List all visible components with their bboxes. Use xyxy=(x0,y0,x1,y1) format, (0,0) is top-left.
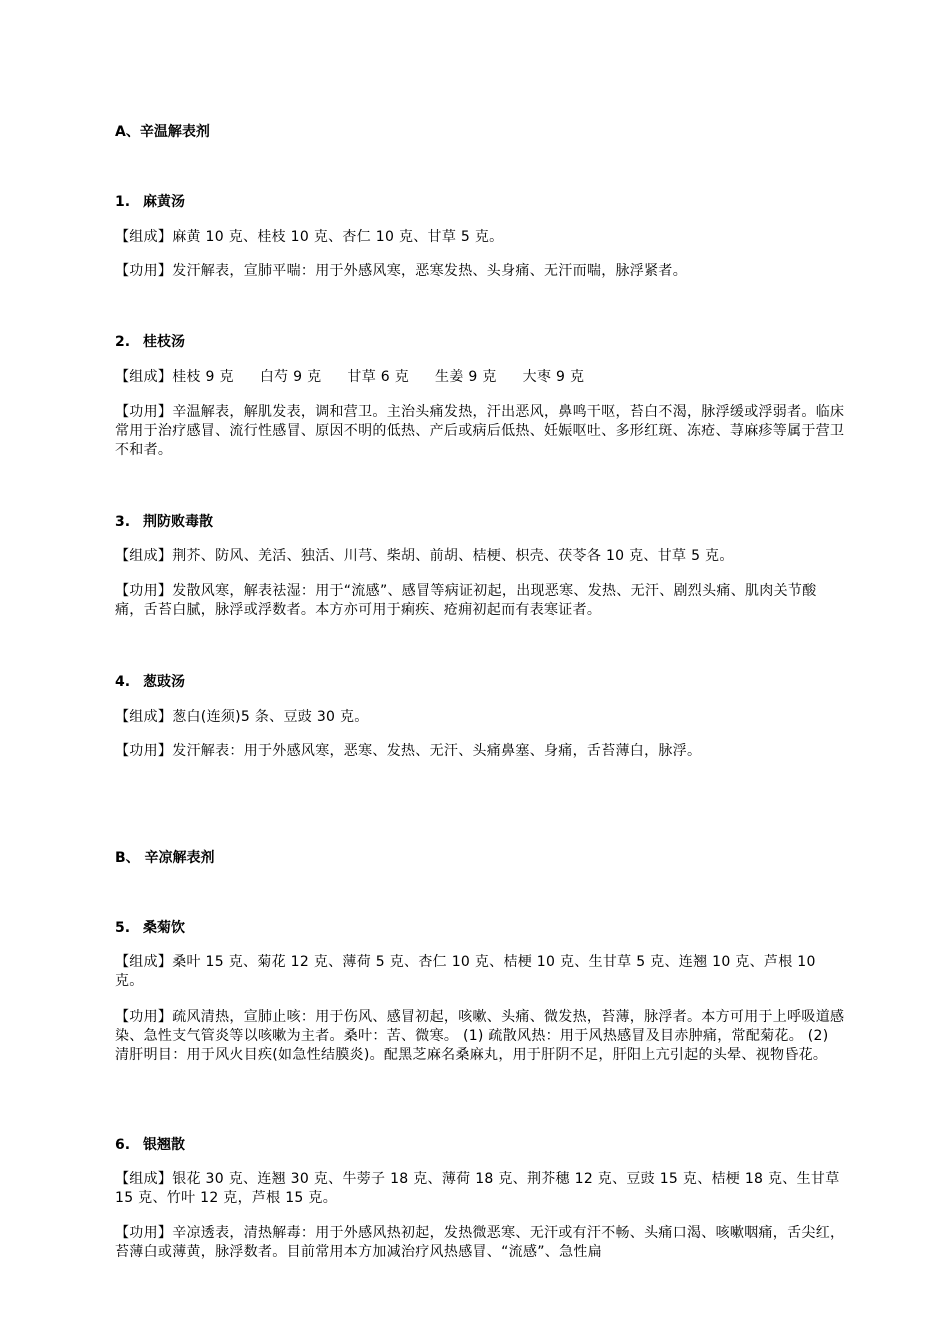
function-text: 发散风寒，解表祛湿：用于“流感”、感冒等病证初起，出现恶寒、发热、无汗、剧烈头痛、肌肉关节酸痛，舌苔白腻，脉浮或浮数者。本方亦可用于痢疾、疮痈初起而有表寒证者。 xyxy=(115,583,817,618)
composition-part: 甘草 6 克 xyxy=(347,369,410,385)
item-title xyxy=(115,192,185,212)
composition-text: 桑叶 15 克、菊花 12 克、薄荷 5 克、杏仁 10 克、桔梗 10 克、生甘草 5 克、连翘 10 克、芦根 10 克。 xyxy=(115,954,816,989)
function-tag: 【功用】 xyxy=(115,743,173,759)
item-name: 葱豉汤 xyxy=(143,674,185,690)
item-number: 6. xyxy=(115,1137,131,1153)
item-number: 5. xyxy=(115,920,131,936)
function-text: 发汗解表：用于外感风寒，恶寒、发热、无汗、头痛鼻塞、身痛，舌苔薄白，脉浮。 xyxy=(172,743,702,759)
section-heading-a: A、辛温解表剂 xyxy=(115,124,210,140)
item-number: 3. xyxy=(115,514,131,530)
composition-tag: 【组成】 xyxy=(115,229,173,245)
item-title xyxy=(115,1135,185,1155)
item-name: 荆防败毒散 xyxy=(143,514,213,530)
composition-tag: 【组成】 xyxy=(115,1171,173,1187)
function-paragraph xyxy=(115,742,845,761)
composition-part: 桂枝 9 克 xyxy=(172,369,234,385)
function-text: 辛温解表，解肌发表，调和营卫。主治头痛发热，汗出恶风，鼻鸣干呕，苔白不渴，脉浮缓或浮弱者。临床常用于治疗感冒、流行性感冒、原因不明的低热、产后或病后低热、妊娠呕吐、多形红斑、冻疮、荨麻疹等属于营卫不和者。 xyxy=(115,404,845,458)
composition-paragraph xyxy=(115,547,845,566)
composition-part: 大枣 9 克 xyxy=(522,369,585,385)
function-tag: 【功用】 xyxy=(115,583,173,599)
composition-tag: 【组成】 xyxy=(115,548,173,564)
composition-text: 麻黄 10 克、桂枝 10 克、杏仁 10 克、甘草 5 克。 xyxy=(172,229,504,245)
composition-paragraph xyxy=(115,228,845,247)
composition-paragraph xyxy=(115,953,845,991)
section-heading-b: B、 辛凉解表剂 xyxy=(115,850,215,866)
function-paragraph xyxy=(115,1224,845,1262)
function-tag: 【功用】 xyxy=(115,263,173,279)
composition-tag: 【组成】 xyxy=(115,709,173,725)
item-title xyxy=(115,332,185,352)
composition-text: 葱白(连须)5 条、豆豉 30 克。 xyxy=(172,709,369,725)
composition-tag: 【组成】 xyxy=(115,954,173,970)
item-name: 麻黄汤 xyxy=(143,194,185,210)
composition-text: 银花 30 克、连翘 30 克、牛蒡子 18 克、薄荷 18 克、荆芥穗 12 克、豆豉 15 克、桔梗 18 克、生甘草 15 克、竹叶 12 克，芦根 15 克。 xyxy=(115,1171,840,1206)
function-paragraph xyxy=(115,582,845,620)
function-paragraph xyxy=(115,1008,845,1065)
function-paragraph xyxy=(115,403,845,460)
item-number: 4. xyxy=(115,674,131,690)
item-title xyxy=(115,512,213,532)
function-tag: 【功用】 xyxy=(115,404,173,420)
composition-tag: 【组成】 xyxy=(115,369,173,385)
function-text: 疏风清热，宣肺止咳：用于伤风、感冒初起，咳嗽、头痛、微发热，苔薄，脉浮者。本方可用于上呼吸道感染、急性支气管炎等以咳嗽为主者。桑叶：苦、微寒。 (1) 疏散风热：用于风热感冒及目赤肿痛，常配菊花。 (2) 清肝明目：用于风火目疾(如急性结膜炎)。配黑芝麻名桑麻丸，用于肝阴不足，肝阳上亢引起的头晕、视物昏花。 xyxy=(115,1009,845,1063)
function-text: 发汗解表，宣肺平喘：用于外感风寒，恶寒发热、头身痛、无汗而喘，脉浮紧者。 xyxy=(172,263,688,279)
function-tag: 【功用】 xyxy=(115,1225,173,1241)
item-name: 桂枝汤 xyxy=(143,334,185,350)
composition-paragraph xyxy=(115,1170,845,1208)
composition-paragraph xyxy=(115,708,845,727)
item-number: 1. xyxy=(115,194,131,210)
composition-part: 白芍 9 克 xyxy=(259,369,322,385)
item-title xyxy=(115,918,185,938)
function-paragraph xyxy=(115,262,845,281)
function-text: 辛凉透表，清热解毒：用于外感风热初起，发热微恶寒、无汗或有汗不畅、头痛口渴、咳嗽咽痛，舌尖红，苔薄白或薄黄，脉浮数者。目前常用本方加减治疗风热感冒、“流感”、急性扁 xyxy=(115,1225,845,1260)
item-title xyxy=(115,672,185,692)
item-name: 桑菊饮 xyxy=(143,920,185,936)
function-tag: 【功用】 xyxy=(115,1009,173,1025)
composition-paragraph xyxy=(115,368,845,387)
composition-part: 生姜 9 克 xyxy=(435,369,497,385)
item-name: 银翘散 xyxy=(143,1137,185,1153)
item-number: 2. xyxy=(115,334,131,350)
composition-text: 荆芥、防风、羌活、独活、川芎、柴胡、前胡、桔梗、枳壳、茯苓各 10 克、甘草 5 克。 xyxy=(172,548,734,564)
